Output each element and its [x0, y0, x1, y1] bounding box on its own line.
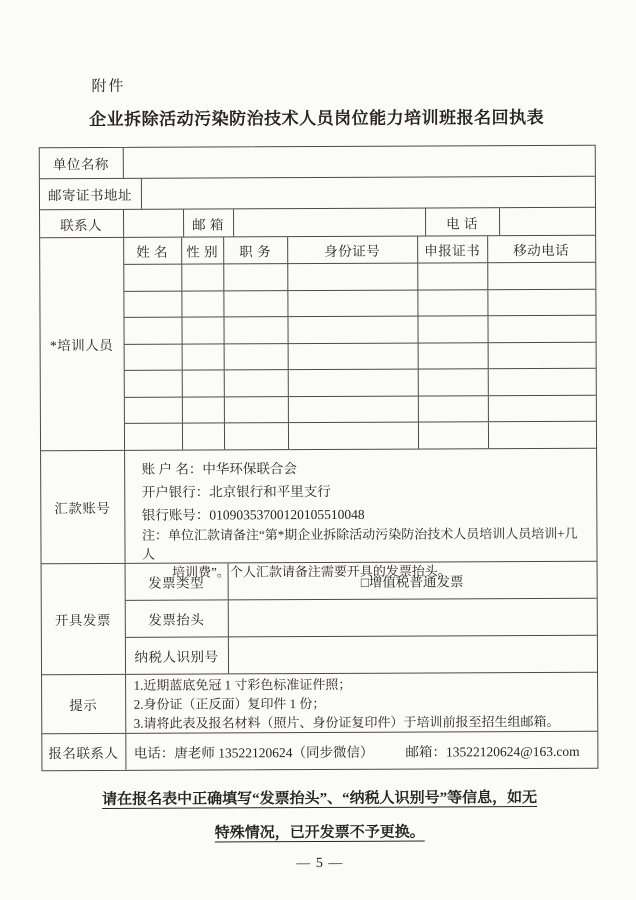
unit-name-value-cell: [123, 146, 594, 178]
invoice-type-value: □增值税普通发票: [360, 574, 464, 590]
col-name: 姓 名: [124, 238, 182, 264]
trainee-empty-cell: [288, 290, 418, 316]
unit-name-label: 单位名称: [39, 148, 123, 178]
trainee-empty-cell: [224, 291, 288, 317]
trainee-empty-cell: [488, 316, 595, 342]
trainee-empty-cell: [224, 344, 288, 370]
trainee-empty-row: [124, 343, 595, 372]
registration-contact-row: [42, 732, 597, 770]
page-number: — 5 —: [296, 855, 344, 872]
col-certificate: 申报证书: [418, 236, 488, 262]
registration-contact-email: 邮箱：13522120624@163.com: [405, 743, 580, 760]
trainee-empty-row: [124, 316, 595, 345]
tip-line-2: 2.身份证（正反面）复印件 1 份；: [133, 695, 326, 712]
contact-row: [40, 208, 595, 238]
trainee-empty-cell: [418, 316, 488, 342]
trainee-empty-cell: [124, 265, 182, 291]
trainee-empty-row: [124, 369, 595, 398]
trainee-empty-cell: [182, 397, 224, 423]
trainees-label: *培训人员: [40, 238, 125, 450]
trainee-empty-cell: [288, 343, 418, 369]
unit-name-row: [39, 146, 594, 179]
trainee-empty-cell: [182, 371, 224, 397]
trainee-empty-cell: [182, 318, 224, 344]
invoice-title-row: [125, 599, 596, 638]
trainee-empty-cell: [418, 290, 488, 316]
phone-label: 电 话: [426, 208, 500, 235]
trainee-empty-cell: [488, 396, 595, 422]
trainee-empty-cell: [418, 370, 488, 396]
registration-contact-label: 报名联系人: [42, 734, 126, 770]
trainees-section: [40, 236, 596, 451]
email-value-cell: [234, 209, 426, 237]
trainee-empty-cell: [182, 264, 224, 290]
registration-table: [38, 145, 598, 771]
trainee-empty-row: [124, 289, 595, 318]
trainee-empty-cell: [418, 343, 488, 369]
mailing-address-value-cell: [141, 177, 594, 209]
email-label: 邮 箱: [184, 209, 234, 236]
col-gender: 性 别: [182, 237, 224, 263]
footer-note: [60, 781, 580, 851]
tips-content: [126, 673, 597, 733]
bank-line: 开户银行：北京银行和平里支行: [141, 483, 331, 500]
trainee-empty-cell: [124, 344, 182, 370]
trainee-empty-cell: [224, 397, 288, 423]
taxpayer-id-value: [228, 636, 596, 674]
trainee-empty-cell: [124, 371, 182, 397]
trainee-empty-cell: [224, 264, 288, 290]
trainee-empty-row: [124, 263, 595, 292]
trainee-empty-cell: [488, 422, 595, 448]
account-name-line: 账 户 名：中华环保联合会: [141, 461, 297, 477]
attachment-label: 附件: [91, 78, 126, 95]
trainee-empty-cell: [488, 343, 595, 369]
invoice-subtable: [125, 562, 596, 674]
account-number-line: 银行账号：01090353700120105510048: [141, 506, 365, 523]
trainee-empty-cell: [124, 318, 182, 344]
registration-contact-phone: 电话：唐老师 13522120624（同步微信）: [133, 744, 374, 761]
col-mobile: 移动电话: [513, 242, 570, 259]
contact-label: 联系人: [40, 210, 124, 237]
trainee-empty-cell: [224, 424, 288, 450]
trainee-empty-cell: [224, 370, 288, 396]
taxpayer-id-label: 纳税人识别号: [125, 637, 228, 673]
page-title: 企业拆除活动污染防治技术人员岗位能力培训班报名回执表: [89, 108, 545, 129]
tips-row: [42, 673, 597, 734]
remittance-note-line1: 注：单位汇款请备注“第*期企业拆除活动污染防治技术人员培训人员培训+几人: [141, 525, 578, 562]
trainee-empty-cell: [488, 369, 595, 395]
tips-label: 提示: [42, 675, 126, 733]
remittance-details: [125, 449, 596, 580]
taxpayer-id-row: [125, 636, 596, 674]
invoice-title-label: 发票抬头: [125, 600, 228, 636]
invoice-section: [41, 562, 596, 675]
invoice-type-label: 发票类型: [125, 563, 228, 599]
trainee-empty-cell: [488, 263, 595, 289]
trainee-empty-cell: [488, 289, 595, 315]
contact-value-cell: [124, 210, 184, 237]
trainees-subtable: [124, 236, 596, 450]
trainee-empty-cell: [418, 423, 488, 449]
phone-value-cell: [500, 208, 595, 235]
tip-line-1: 1.近期蓝底免冠 1 寸彩色标准证件照；: [133, 676, 352, 693]
remittance-row: [41, 449, 596, 580]
trainee-empty-cell: [288, 370, 418, 396]
mailing-address-label: 邮寄证书地址: [39, 179, 141, 209]
trainee-empty-cell: [288, 423, 418, 449]
trainee-empty-cell: [124, 424, 182, 450]
trainee-empty-cell: [224, 317, 288, 343]
trainee-empty-cell: [288, 317, 418, 343]
trainee-empty-cell: [288, 396, 418, 422]
mailing-address-row: [39, 177, 594, 210]
col-position: 职 务: [224, 237, 288, 263]
tip-line-3: 3.请将此表及报名材料（照片、身份证复印件）于培训前报至招生组邮箱。: [133, 713, 560, 731]
trainees-header-row: [124, 236, 595, 265]
registration-contact-content: [126, 732, 597, 770]
trainee-empty-cell: [182, 424, 224, 450]
trainee-empty-cell: [182, 344, 224, 370]
remittance-label: 汇款账号: [41, 451, 125, 563]
trainee-empty-row: [124, 422, 595, 450]
invoice-type-row: [125, 562, 596, 601]
trainee-empty-row: [124, 396, 595, 425]
col-id-number: 身份证号: [288, 237, 418, 264]
trainee-empty-cell: [124, 397, 182, 423]
invoice-label: 开具发票: [41, 564, 125, 674]
invoice-title-value: [228, 599, 596, 637]
trainee-empty-cell: [182, 291, 224, 317]
trainee-empty-cell: [418, 396, 488, 422]
footer-note-line2: 特殊情况，已开发票不予更换。: [214, 824, 425, 842]
footer-note-line1: 请在报名表中正确填写“发票抬头”、“纳税人识别号”等信息，如无: [102, 790, 538, 808]
trainee-empty-cell: [288, 264, 418, 290]
trainee-empty-cell: [418, 263, 488, 289]
remittance-note-line2: 培训费”。个人汇款请备注需要开具的发票抬头。: [172, 563, 451, 580]
trainee-empty-cell: [124, 291, 182, 317]
